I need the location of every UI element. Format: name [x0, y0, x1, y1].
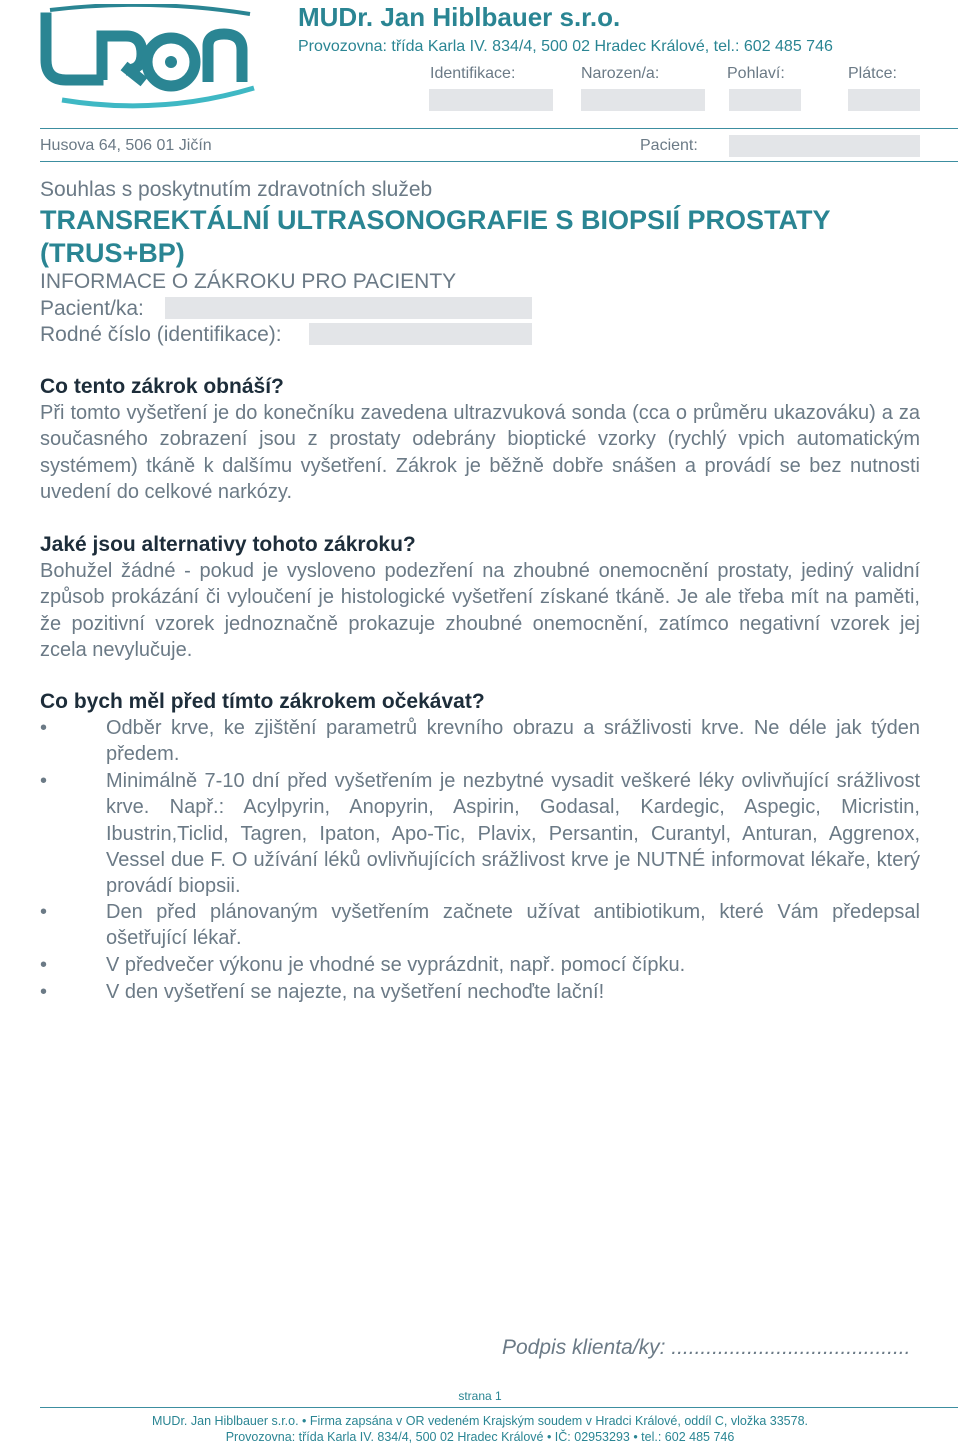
list-item: [40, 768, 920, 899]
narozen-label: Narozen/a:: [581, 65, 660, 82]
identifikace-field[interactable]: [429, 89, 553, 111]
pohlavi-field[interactable]: [729, 89, 801, 111]
platce-field[interactable]: [848, 89, 920, 111]
bullet-icon: •: [40, 717, 48, 739]
platce-label: Plátce:: [848, 65, 897, 82]
footer-line-2: Provozovna: třída Karla IV. 834/4, 500 02 Hradec Králové • IČ: 02953293 • tel.: 602 485 746: [225, 1430, 735, 1444]
list-item-text: Den před plánovaným vyšetřením začnete užívat antibiotikum, které Vám předepsal ošetřující lékař.: [106, 901, 920, 950]
patient-label: Pacient:: [640, 137, 698, 154]
section-heading-procedure: Co tento zákrok obnáší?: [40, 375, 284, 398]
list-item-text: V předvečer výkonu je vhodné se vyprázdnit, např. pomocí čípku.: [106, 954, 686, 976]
branch-address: Provozovna: třída Karla IV. 834/4, 500 02 Hradec Králové, tel.: 602 485 746: [298, 38, 833, 55]
list-item-text: Odběr krve, ke zjištění parametrů krevního obrazu a srážlivosti krve. Ne déle jak týden předem.: [106, 717, 920, 766]
section-text-procedure: Při tomto vyšetření je do konečníku zavedena ultrazvuková sonda (cca o průměru ukazováku) a za současného zobrazení jsou z prostaty odebrány bioptické vzorky (rychlý vpich automatickým systémem) tkáně k dalšímu vyšetření. Zákrok je běžně dobře snášen a provádí se bez nutnosti uvedení do celkové narkózy.: [40, 402, 920, 503]
bullet-icon: •: [40, 954, 48, 976]
patient-name-label: Pacient/ka:: [40, 297, 144, 320]
list-item: [40, 715, 920, 768]
footer-rule: [40, 1407, 958, 1408]
bullet-icon: •: [40, 981, 48, 1003]
section-heading-alternatives: Jaké jsou alternativy tohoto zákroku?: [40, 533, 416, 556]
bullet-icon: •: [40, 770, 48, 792]
uran-logo-graphic: [40, 4, 265, 114]
list-item-text: V den vyšetření se najezte, na vyšetření nechoďte lační!: [106, 981, 605, 1003]
address-rule: [40, 161, 958, 162]
page-number: strana 1: [458, 1389, 502, 1403]
section-heading-expectations: Co bych měl před tímto zákrokem očekávat?: [40, 690, 485, 713]
list-item-text: Minimálně 7-10 dní před vyšetřením je nezbytné vysadit veškeré léky ovlivňující srážlivost krve. Např.: Acylpyrin, Anopyrin, Aspirin, Godasal, Kardegic, Aspegic, Micristin, Ibustrin,Ticlid, Tagren, Ipaton, Apo-Tic, Plavix, Persantin, Curantyl, Anturan, Aggrenox, Vessel due F. O užívání léků ovlivňujících srážlivost krve je NUTNÉ informovat lékaře, který provádí biopsii.: [106, 770, 920, 898]
company-logo: [40, 4, 265, 114]
company-name: MUDr. Jan Hiblbauer s.r.o.: [298, 2, 621, 32]
birth-number-label: Rodné číslo (identifikace):: [40, 323, 282, 346]
document-title: TRANSREKTÁLNÍ ULTRASONOGRAFIE S BIOPSIÍ PROSTATY (TRUS+BP): [40, 205, 831, 268]
bullet-icon: •: [40, 901, 48, 923]
identifikace-label: Identifikace:: [430, 65, 516, 82]
list-item: [40, 952, 920, 978]
office-address: Husova 64, 506 01 Jičín: [40, 137, 212, 154]
info-subtitle: INFORMACE O ZÁKROKU PRO PACIENTY: [40, 270, 457, 293]
consent-heading: Souhlas s poskytnutím zdravotních služeb: [40, 178, 433, 201]
header-rule: [40, 128, 958, 129]
list-item: [40, 899, 920, 952]
birth-number-field[interactable]: [309, 323, 532, 345]
patient-name-field[interactable]: [165, 297, 532, 319]
narozen-field[interactable]: [581, 89, 705, 111]
list-item: [40, 979, 920, 1005]
section-text-alternatives: Bohužel žádné - pokud je vysloveno podezření na zhoubné onemocnění prostaty, jediný validní způsob prokázání či vyloučení je histologické vyšetření získané tkáně. Je ale třeba mít na paměti, že pozitivní vzorek jednoznačně prokazuje zhoubné onemocnění, zatímco negativní vzorek jej zcela nevylučuje.: [40, 560, 920, 661]
patient-field[interactable]: [729, 135, 920, 157]
footer-line-1: MUDr. Jan Hiblbauer s.r.o. • Firma zapsána v OR vedeném Krajským soudem v Hradci Králové, oddíl C, vložka 33578.: [151, 1414, 809, 1428]
pohlavi-label: Pohlaví:: [727, 65, 785, 82]
signature-line: Podpis klienta/ky: .........................................: [502, 1336, 911, 1359]
